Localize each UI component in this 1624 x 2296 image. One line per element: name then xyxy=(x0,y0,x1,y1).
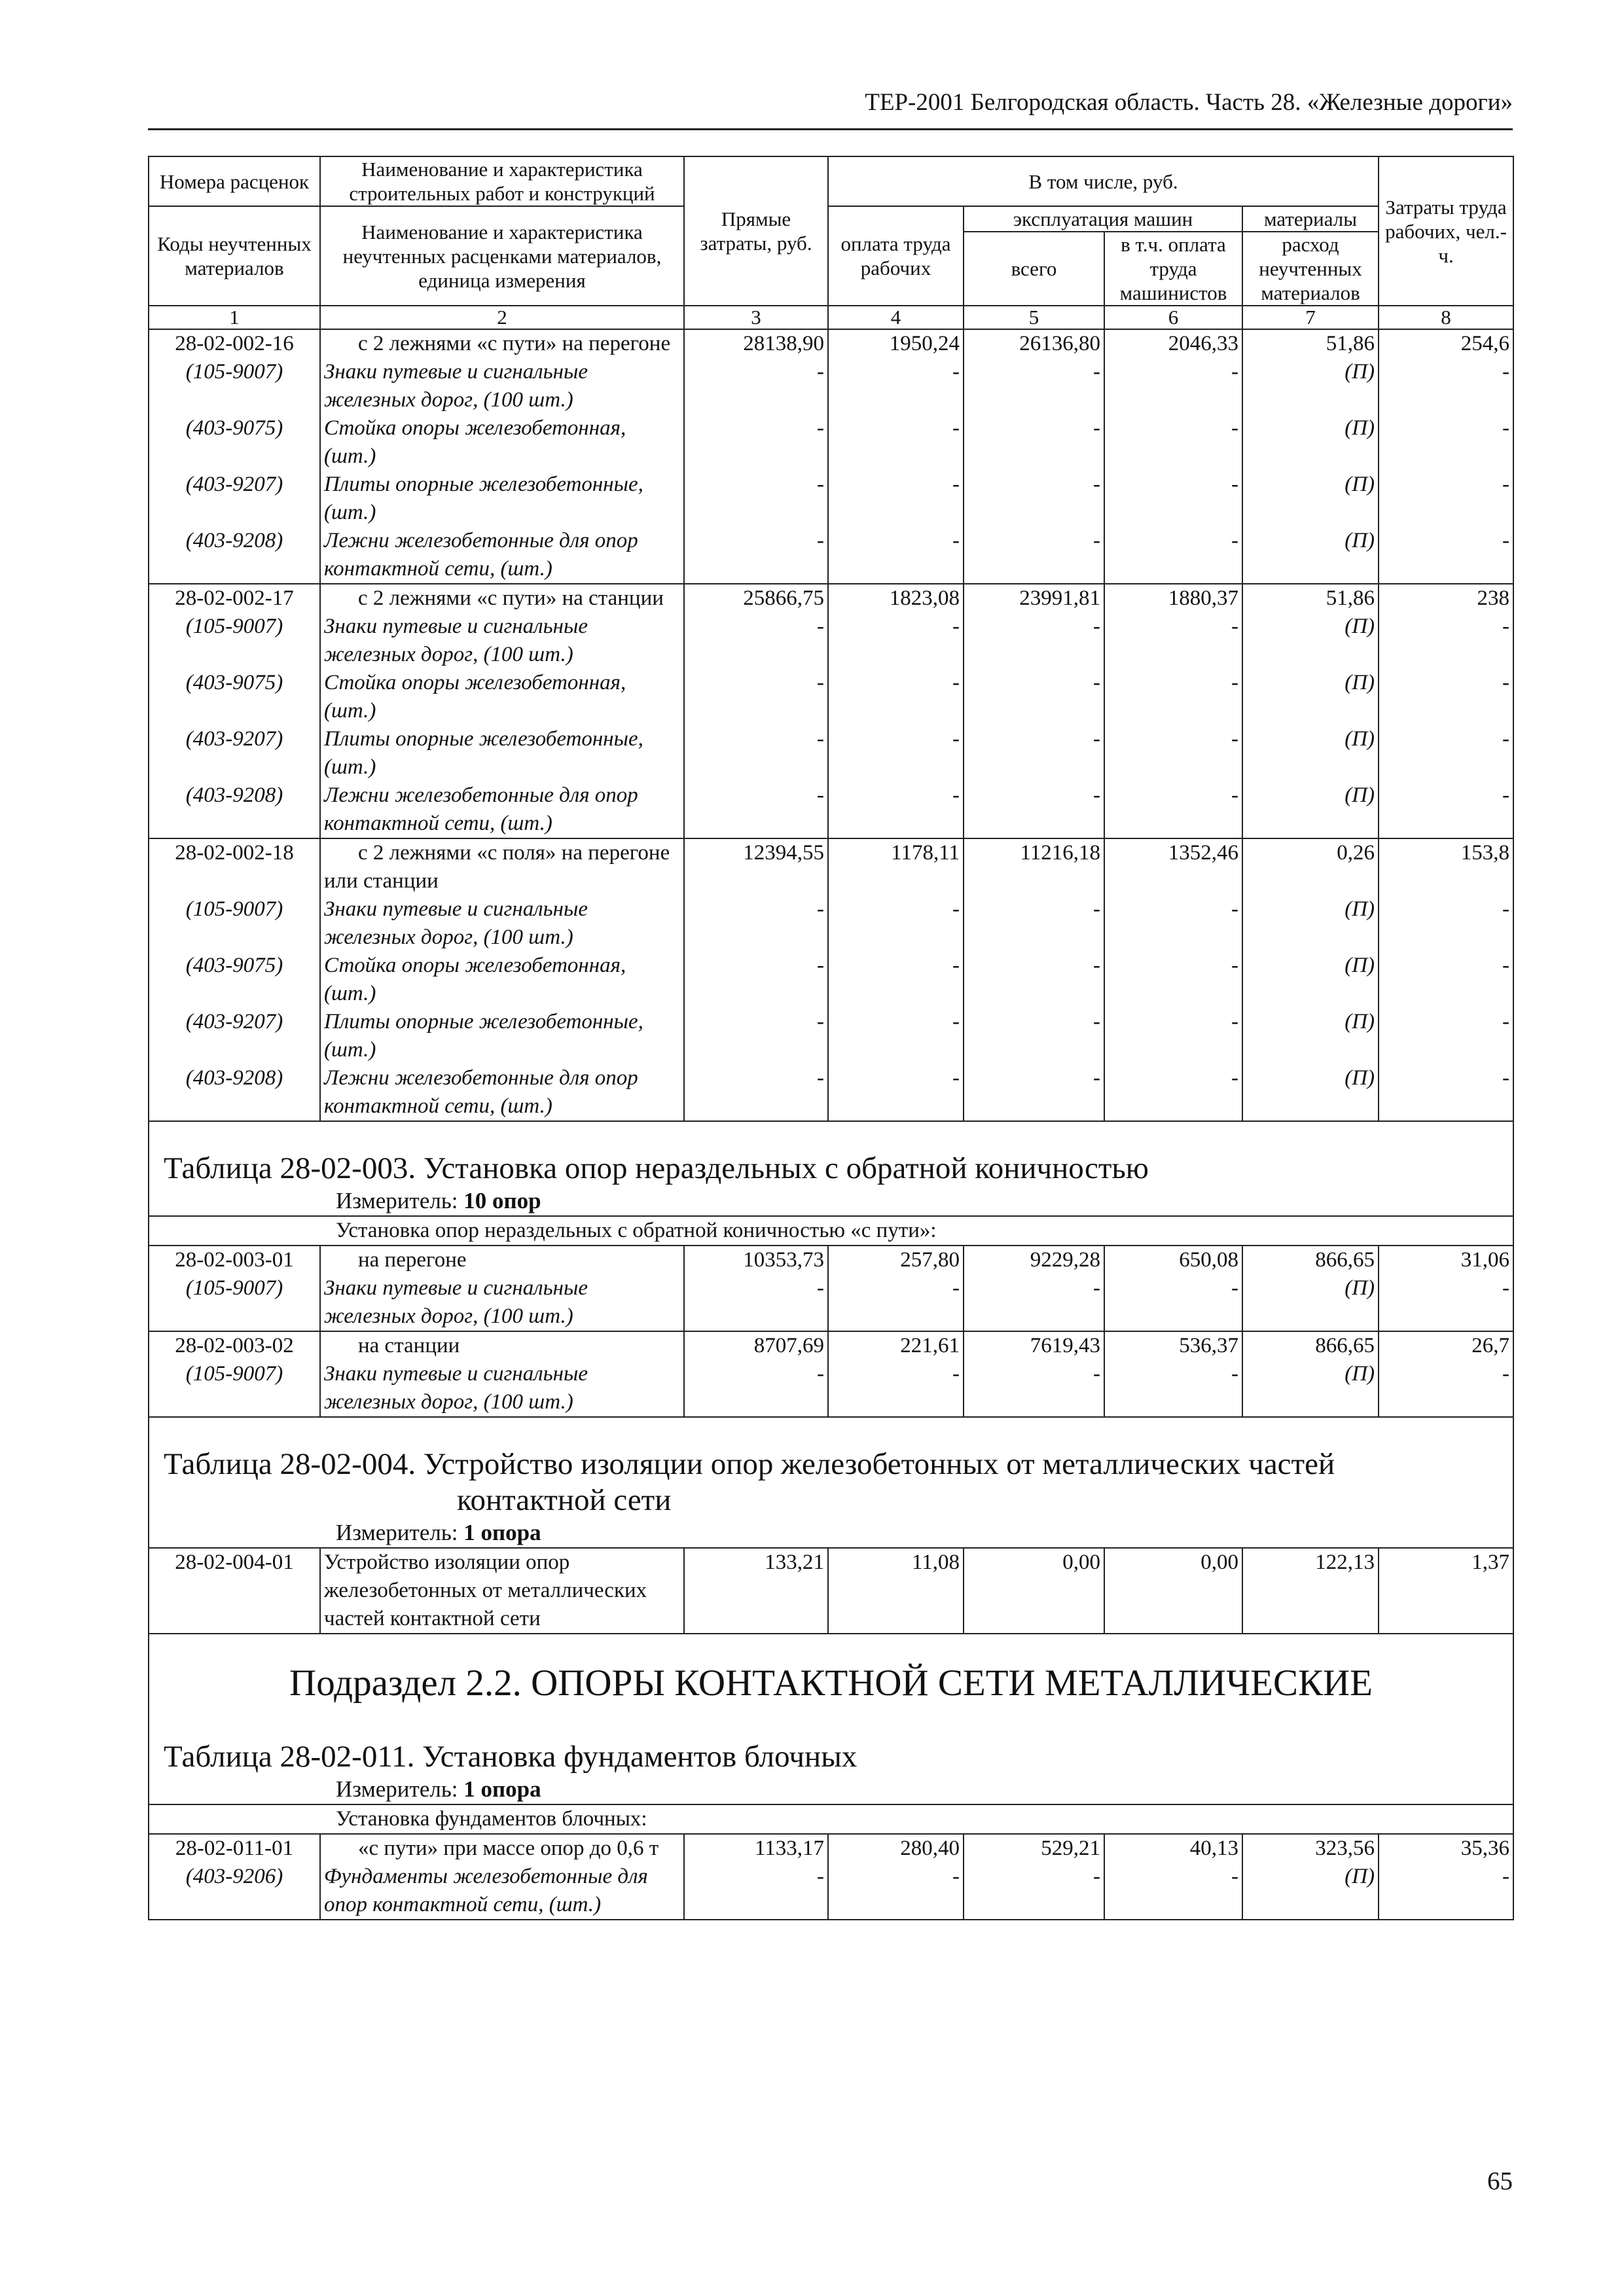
dash-cell: - xyxy=(1379,471,1513,527)
machinists-pay: 2046,33 xyxy=(1104,329,1242,358)
col2-head-bottom: Наименование и характеристика неучтенных расценками материалов, единица измерения xyxy=(320,206,684,306)
table-011-title: Таблица 28-02-011. Установка фундаментов блочных xyxy=(149,1706,1513,1775)
dash-cell: - xyxy=(964,1360,1104,1417)
dash-cell: - xyxy=(684,613,828,669)
dash-cell: - xyxy=(828,725,964,781)
material-code: (105-9007) xyxy=(149,358,320,414)
col3-head: Прямые затраты, руб. xyxy=(684,156,828,306)
rate-code: 28-02-003-02 xyxy=(149,1331,320,1360)
material-row xyxy=(149,1064,1513,1121)
material-name: Лежни железобетонные для опор контактной сети, (шт.) xyxy=(320,527,684,584)
dash-cell: - xyxy=(684,1064,828,1121)
machinists-pay: 536,37 xyxy=(1104,1331,1242,1360)
material-row xyxy=(149,527,1513,584)
dash-cell: - xyxy=(684,1274,828,1331)
dash-cell: - xyxy=(684,527,828,584)
material-name: Плиты опорные железобетонные, (шт.) xyxy=(320,1008,684,1064)
rate-code: 28-02-002-17 xyxy=(149,584,320,613)
dash-cell: - xyxy=(828,613,964,669)
subsection-title: Подраздел 2.2. ОПОРЫ КОНТАКТНОЙ СЕТИ МЕТАЛЛИЧЕСКИЕ xyxy=(149,1634,1513,1706)
column-numbers-row xyxy=(149,306,1513,329)
dash-cell: - xyxy=(964,669,1104,725)
dash-cell: - xyxy=(828,1008,964,1064)
dash-cell: - xyxy=(964,725,1104,781)
material-name: Стойка опоры железобетонная, (шт.) xyxy=(320,952,684,1008)
materials-cost: 866,65 xyxy=(1242,1331,1379,1360)
table-003-measure xyxy=(149,1187,1513,1216)
direct-cost: 28138,90 xyxy=(684,329,828,358)
dash-cell: - xyxy=(1379,669,1513,725)
dash-cell: - xyxy=(1379,1360,1513,1417)
dash-cell: - xyxy=(964,613,1104,669)
table-004-title-line2: контактной сети xyxy=(457,1483,672,1517)
materials-cost: 0,26 xyxy=(1242,838,1379,895)
direct-cost: 133,21 xyxy=(684,1548,828,1634)
labor-pay: 1950,24 xyxy=(828,329,964,358)
table-003-title: Таблица 28-02-003. Установка опор нераздельных с обратной коничностью xyxy=(149,1121,1513,1187)
rate-name: с 2 лежнями «с пути» на станции xyxy=(320,584,684,613)
subheading-row xyxy=(149,1804,1513,1834)
material-mark: (П) xyxy=(1242,1360,1379,1417)
material-row xyxy=(149,1008,1513,1064)
material-mark: (П) xyxy=(1242,895,1379,952)
dash-cell: - xyxy=(1379,781,1513,838)
rate-row xyxy=(149,584,1513,613)
dash-cell: - xyxy=(964,527,1104,584)
column-number: 2 xyxy=(320,306,684,329)
measure-label: Измеритель: xyxy=(336,1188,458,1213)
labor-pay: 1178,11 xyxy=(828,838,964,895)
rates-table xyxy=(148,156,1514,1920)
column-number: 6 xyxy=(1104,306,1242,329)
material-name: Плиты опорные железобетонные, (шт.) xyxy=(320,725,684,781)
table-011-measure xyxy=(149,1775,1513,1804)
labor-pay: 11,08 xyxy=(828,1548,964,1634)
material-mark: (П) xyxy=(1242,358,1379,414)
col1-head-bottom: Коды неучтенных материалов xyxy=(149,206,320,306)
dash-cell: - xyxy=(828,1274,964,1331)
table-004-title xyxy=(149,1417,1513,1518)
material-name: Плиты опорные железобетонные, (шт.) xyxy=(320,471,684,527)
material-code: (403-9075) xyxy=(149,414,320,471)
rate-code: 28-02-011-01 xyxy=(149,1834,320,1863)
dash-cell: - xyxy=(828,527,964,584)
labor-hours: 26,7 xyxy=(1379,1331,1513,1360)
column-number: 5 xyxy=(964,306,1104,329)
page-number: 65 xyxy=(1487,2167,1513,2195)
table-003-subheading: Установка опор нераздельных с обратной коничностью «с пути»: xyxy=(149,1216,1513,1246)
dash-cell: - xyxy=(1379,725,1513,781)
column-number: 3 xyxy=(684,306,828,329)
dash-cell: - xyxy=(964,414,1104,471)
material-mark: (П) xyxy=(1242,1064,1379,1121)
material-code: (403-9208) xyxy=(149,1064,320,1121)
rate-row xyxy=(149,329,1513,358)
material-mark: (П) xyxy=(1242,781,1379,838)
dash-cell: - xyxy=(684,1008,828,1064)
dash-cell: - xyxy=(1379,1863,1513,1920)
labor-hours: 238 xyxy=(1379,584,1513,613)
col8-head: Затраты труда рабочих, чел.-ч. xyxy=(1379,156,1513,306)
column-number: 1 xyxy=(149,306,320,329)
labor-pay: 257,80 xyxy=(828,1246,964,1274)
material-mark: (П) xyxy=(1242,952,1379,1008)
dash-cell: - xyxy=(1104,414,1242,471)
labor-hours: 254,6 xyxy=(1379,329,1513,358)
dash-cell: - xyxy=(684,669,828,725)
measure-value: 1 опора xyxy=(463,1776,541,1802)
table-011-subheading: Установка фундаментов блочных: xyxy=(149,1804,1513,1834)
measure-label: Измеритель: xyxy=(336,1520,458,1545)
dash-cell: - xyxy=(1104,952,1242,1008)
rate-row xyxy=(149,1834,1513,1863)
direct-cost: 8707,69 xyxy=(684,1331,828,1360)
rate-code: 28-02-002-18 xyxy=(149,838,320,895)
dash-cell: - xyxy=(964,1064,1104,1121)
rate-name: с 2 лежнями «с поля» на перегоне или станции xyxy=(320,838,684,895)
dash-cell: - xyxy=(1379,895,1513,952)
measure-row xyxy=(149,1187,1513,1216)
dash-cell: - xyxy=(828,895,964,952)
dash-cell: - xyxy=(1104,895,1242,952)
material-name: Лежни железобетонные для опор контактной сети, (шт.) xyxy=(320,1064,684,1121)
material-mark: (П) xyxy=(1242,471,1379,527)
table-004-measure xyxy=(149,1518,1513,1548)
labor-pay: 221,61 xyxy=(828,1331,964,1360)
material-mark: (П) xyxy=(1242,1863,1379,1920)
dash-cell: - xyxy=(964,781,1104,838)
subheading-row xyxy=(149,1216,1513,1246)
dash-cell: - xyxy=(828,1064,964,1121)
rate-name: на станции xyxy=(320,1331,684,1360)
material-row xyxy=(149,471,1513,527)
measure-row xyxy=(149,1775,1513,1804)
dash-cell: - xyxy=(1379,1008,1513,1064)
material-code: (105-9007) xyxy=(149,613,320,669)
dash-cell: - xyxy=(1104,1360,1242,1417)
material-code: (403-9208) xyxy=(149,781,320,838)
column-number: 4 xyxy=(828,306,964,329)
dash-cell: - xyxy=(1379,414,1513,471)
dash-cell: - xyxy=(684,358,828,414)
material-code: (403-9206) xyxy=(149,1863,320,1920)
dash-cell: - xyxy=(828,414,964,471)
column-number: 8 xyxy=(1379,306,1513,329)
material-row xyxy=(149,895,1513,952)
rate-row xyxy=(149,1548,1513,1634)
measure-value: 1 опора xyxy=(463,1520,541,1545)
dash-cell: - xyxy=(684,414,828,471)
material-name: Знаки путевые и сигнальные железных дорог, (100 шт.) xyxy=(320,613,684,669)
material-mark: (П) xyxy=(1242,613,1379,669)
materials-cost: 51,86 xyxy=(1242,329,1379,358)
direct-cost: 12394,55 xyxy=(684,838,828,895)
material-code: (403-9208) xyxy=(149,527,320,584)
material-mark: (П) xyxy=(1242,669,1379,725)
col7-head: расход неучтенных материалов xyxy=(1242,232,1379,306)
dash-cell: - xyxy=(1104,1274,1242,1331)
material-code: (105-9007) xyxy=(149,1274,320,1331)
table-title-row xyxy=(149,1417,1513,1518)
rate-row xyxy=(149,838,1513,895)
material-row xyxy=(149,358,1513,414)
header-row-1 xyxy=(149,156,1513,206)
rate-name: на перегоне xyxy=(320,1246,684,1274)
material-row xyxy=(149,1360,1513,1417)
header-row-2 xyxy=(149,206,1513,232)
material-row xyxy=(149,414,1513,471)
rate-code: 28-02-002-16 xyxy=(149,329,320,358)
machinists-pay: 650,08 xyxy=(1104,1246,1242,1274)
material-row xyxy=(149,725,1513,781)
dash-cell: - xyxy=(1104,1064,1242,1121)
machines-total: 26136,80 xyxy=(964,329,1104,358)
labor-hours: 1,37 xyxy=(1379,1548,1513,1634)
material-mark: (П) xyxy=(1242,414,1379,471)
material-name: Знаки путевые и сигнальные железных дорог, (100 шт.) xyxy=(320,1274,684,1331)
material-row xyxy=(149,1863,1513,1920)
rate-name: «с пути» при массе опор до 0,6 т xyxy=(320,1834,684,1863)
dash-cell: - xyxy=(1104,471,1242,527)
subsection-row xyxy=(149,1634,1513,1706)
table-004-title-line1: Таблица 28-02-004. Устройство изоляции опор железобетонных от металлических частей xyxy=(164,1447,1335,1481)
dash-cell: - xyxy=(1104,781,1242,838)
dash-cell: - xyxy=(1379,1274,1513,1331)
dash-cell: - xyxy=(828,1863,964,1920)
column-number: 7 xyxy=(1242,306,1379,329)
dash-cell: - xyxy=(1104,358,1242,414)
labor-hours: 31,06 xyxy=(1379,1246,1513,1274)
material-name: Фундаменты железобетонные для опор контактной сети, (шт.) xyxy=(320,1863,684,1920)
dash-cell: - xyxy=(964,895,1104,952)
dash-cell: - xyxy=(1104,613,1242,669)
material-code: (403-9207) xyxy=(149,471,320,527)
machinists-pay: 1352,46 xyxy=(1104,838,1242,895)
machines-total: 529,21 xyxy=(964,1834,1104,1863)
dash-cell: - xyxy=(684,781,828,838)
dash-cell: - xyxy=(1104,725,1242,781)
dash-cell: - xyxy=(828,1360,964,1417)
labor-hours: 35,36 xyxy=(1379,1834,1513,1863)
dash-cell: - xyxy=(1379,358,1513,414)
measure-label: Измеритель: xyxy=(336,1776,458,1802)
material-name: Стойка опоры железобетонная, (шт.) xyxy=(320,414,684,471)
material-row xyxy=(149,669,1513,725)
dash-cell: - xyxy=(1379,527,1513,584)
material-mark: (П) xyxy=(1242,527,1379,584)
including-head: В том числе, руб. xyxy=(828,156,1379,206)
measure-value: 10 опор xyxy=(463,1188,541,1213)
material-code: (105-9007) xyxy=(149,1360,320,1417)
material-code: (403-9075) xyxy=(149,952,320,1008)
dash-cell: - xyxy=(828,781,964,838)
dash-cell: - xyxy=(684,471,828,527)
dash-cell: - xyxy=(1104,669,1242,725)
rate-code: 28-02-004-01 xyxy=(149,1548,320,1634)
dash-cell: - xyxy=(828,952,964,1008)
dash-cell: - xyxy=(684,1360,828,1417)
dash-cell: - xyxy=(1104,1008,1242,1064)
running-header: ТЕР-2001 Белгородская область. Часть 28. «Железные дороги» xyxy=(865,89,1513,116)
dash-cell: - xyxy=(1104,1863,1242,1920)
material-mark: (П) xyxy=(1242,725,1379,781)
material-row xyxy=(149,781,1513,838)
material-name: Лежни железобетонные для опор контактной сети, (шт.) xyxy=(320,781,684,838)
dash-cell: - xyxy=(828,471,964,527)
dash-cell: - xyxy=(828,358,964,414)
material-code: (403-9075) xyxy=(149,669,320,725)
material-name: Знаки путевые и сигнальные железных дорог, (100 шт.) xyxy=(320,358,684,414)
dash-cell: - xyxy=(964,1863,1104,1920)
labor-pay: 280,40 xyxy=(828,1834,964,1863)
dash-cell: - xyxy=(964,471,1104,527)
machinists-pay: 0,00 xyxy=(1104,1548,1242,1634)
machines-total: 7619,43 xyxy=(964,1331,1104,1360)
header-rule xyxy=(148,128,1513,130)
dash-cell: - xyxy=(1104,527,1242,584)
col2-head-top: Наименование и характеристика строительных работ и конструкций xyxy=(320,156,684,206)
materials-cost: 323,56 xyxy=(1242,1834,1379,1863)
dash-cell: - xyxy=(1379,952,1513,1008)
rate-name: с 2 лежнями «с пути» на перегоне xyxy=(320,329,684,358)
dash-cell: - xyxy=(684,895,828,952)
dash-cell: - xyxy=(964,1008,1104,1064)
material-row xyxy=(149,952,1513,1008)
material-name: Знаки путевые и сигнальные железных дорог, (100 шт.) xyxy=(320,1360,684,1417)
materials-cost: 866,65 xyxy=(1242,1246,1379,1274)
col1-head-top: Номера расценок xyxy=(149,156,320,206)
material-row xyxy=(149,613,1513,669)
labor-pay: 1823,08 xyxy=(828,584,964,613)
machines-total: 11216,18 xyxy=(964,838,1104,895)
dash-cell: - xyxy=(1379,613,1513,669)
rate-code: 28-02-003-01 xyxy=(149,1246,320,1274)
machinists-pay: 1880,37 xyxy=(1104,584,1242,613)
dash-cell: - xyxy=(964,952,1104,1008)
material-mark: (П) xyxy=(1242,1008,1379,1064)
direct-cost: 10353,73 xyxy=(684,1246,828,1274)
direct-cost: 25866,75 xyxy=(684,584,828,613)
table-title-row xyxy=(149,1121,1513,1187)
dash-cell: - xyxy=(684,725,828,781)
machines-head: эксплуатация машин xyxy=(964,206,1242,232)
materials-cost: 51,86 xyxy=(1242,584,1379,613)
material-code: (403-9207) xyxy=(149,1008,320,1064)
material-name: Знаки путевые и сигнальные железных дорог, (100 шт.) xyxy=(320,895,684,952)
material-name: Стойка опоры железобетонная, (шт.) xyxy=(320,669,684,725)
dash-cell: - xyxy=(684,952,828,1008)
measure-row xyxy=(149,1518,1513,1548)
machines-total: 0,00 xyxy=(964,1548,1104,1634)
labor-hours: 153,8 xyxy=(1379,838,1513,895)
rate-row xyxy=(149,1331,1513,1360)
table-title-row xyxy=(149,1706,1513,1775)
col4-head: оплата труда рабочих xyxy=(828,206,964,306)
material-code: (105-9007) xyxy=(149,895,320,952)
col6-head: в т.ч. оплата труда машинистов xyxy=(1104,232,1242,306)
materials-cost: 122,13 xyxy=(1242,1548,1379,1634)
machines-total: 23991,81 xyxy=(964,584,1104,613)
dash-cell: - xyxy=(684,1863,828,1920)
materials-head: материалы xyxy=(1242,206,1379,232)
dash-cell: - xyxy=(964,358,1104,414)
material-row xyxy=(149,1274,1513,1331)
material-mark: (П) xyxy=(1242,1274,1379,1331)
machinists-pay: 40,13 xyxy=(1104,1834,1242,1863)
dash-cell: - xyxy=(964,1274,1104,1331)
rate-name: Устройство изоляции опор железобетонных от металлических частей контактной сети xyxy=(320,1548,684,1634)
material-code: (403-9207) xyxy=(149,725,320,781)
dash-cell: - xyxy=(828,669,964,725)
col5-head: всего xyxy=(964,232,1104,306)
dash-cell: - xyxy=(1379,1064,1513,1121)
machines-total: 9229,28 xyxy=(964,1246,1104,1274)
rate-row xyxy=(149,1246,1513,1274)
direct-cost: 1133,17 xyxy=(684,1834,828,1863)
